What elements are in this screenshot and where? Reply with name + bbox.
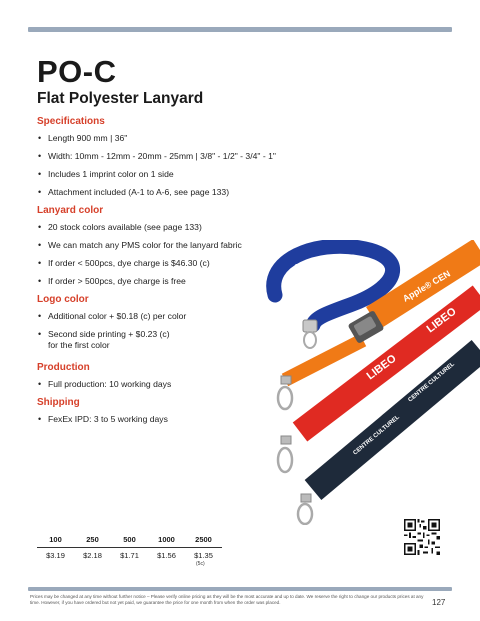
quantity-cell: 250 xyxy=(74,535,111,548)
list-item xyxy=(37,329,287,351)
list-item: • Additional color + $0.18 (c) per color xyxy=(37,311,287,322)
price-cell: $1.35 xyxy=(194,551,213,560)
qr-code-icon xyxy=(404,519,440,555)
page-subtitle: Flat Polyester Lanyard xyxy=(37,90,204,107)
red-lanyard-print-2: LIBEO xyxy=(424,305,459,336)
price-unit-note: (5c) xyxy=(196,561,205,567)
orange-lanyard-print: Apple® CEN xyxy=(401,268,453,304)
list-item: • Attachment included (A-1 to A-6, see page 133) xyxy=(37,187,287,198)
lanyard-color-list xyxy=(37,222,287,287)
blue-lanyard-clip xyxy=(303,320,317,348)
blue-lanyard-print: accelerator xyxy=(294,258,330,270)
section-heading-shipping: Shipping xyxy=(37,397,80,408)
red-lanyard-print: LIBEO xyxy=(364,352,399,383)
page-title: PO-C xyxy=(37,54,117,89)
price-cell: $2.18 xyxy=(83,551,102,560)
list-item: • If order < 500pcs, dye charge is $46.30 (c) xyxy=(37,258,287,269)
red-lanyard-hook xyxy=(278,436,292,472)
quantity-cell: 100 xyxy=(37,535,74,548)
shipping-list xyxy=(37,414,287,425)
list-item: • 20 stock colors available (see page 133) xyxy=(37,222,287,233)
bottom-rule xyxy=(28,587,452,591)
specifications-list xyxy=(37,133,287,198)
list-item: • We can match any PMS color for the lanyard fabric xyxy=(37,240,287,251)
list-item-line: Second side printing + $0.23 (c) xyxy=(48,329,170,339)
section-heading-logo-color: Logo color xyxy=(37,294,89,305)
navy-lanyard-print-2: CENTRE CULTUREL xyxy=(407,361,456,404)
price-cell: $1.56 xyxy=(157,551,176,560)
logo-color-list xyxy=(37,311,287,351)
orange-lanyard-hook xyxy=(278,376,292,409)
quantity-cell: 500 xyxy=(111,535,148,548)
list-item: • Length 900 mm | 36" xyxy=(37,133,287,144)
pricing-disclaimer: Prices may be changed at any time without further notice – Please verify online pricing as they will be the most accurate and up to date. We reserve the right to change our products prices at any time. However, if you have ordered but not yet paid, we guarantee the price for one month from when the order was placed. xyxy=(30,594,424,605)
navy-lanyard-print: CENTRE CULTUREL xyxy=(352,414,401,457)
quantity-cell: 2500 xyxy=(185,535,222,548)
section-heading-lanyard-color: Lanyard color xyxy=(37,205,104,216)
list-item: • If order > 500pcs, dye charge is free xyxy=(37,276,287,287)
production-list xyxy=(37,379,287,390)
spec-content xyxy=(37,116,287,432)
list-item: • Includes 1 imprint color on 1 side xyxy=(37,169,287,180)
price-table xyxy=(37,535,222,560)
lanyard-product-image xyxy=(255,240,480,525)
price-cell: $3.19 xyxy=(46,551,65,560)
page-number: 127 xyxy=(432,598,446,607)
list-item: • Full production: 10 working days xyxy=(37,379,287,390)
list-item: • FexEx IPD: 3 to 5 working days xyxy=(37,414,287,425)
top-rule xyxy=(28,27,452,32)
list-item: • Width: 10mm - 12mm - 20mm - 25mm | 3/8" - 1/2" - 3/4" - 1" xyxy=(37,151,287,162)
list-item-line: for the first color xyxy=(48,340,110,350)
price-table-row xyxy=(37,548,222,561)
price-table-header xyxy=(37,535,222,548)
section-heading-specifications: Specifications xyxy=(37,116,105,127)
quantity-cell: 1000 xyxy=(148,535,185,548)
navy-lanyard-hook xyxy=(298,494,312,524)
section-heading-production: Production xyxy=(37,362,90,373)
price-cell: $1.71 xyxy=(120,551,139,560)
orange-lanyard-lower xyxy=(285,340,363,380)
